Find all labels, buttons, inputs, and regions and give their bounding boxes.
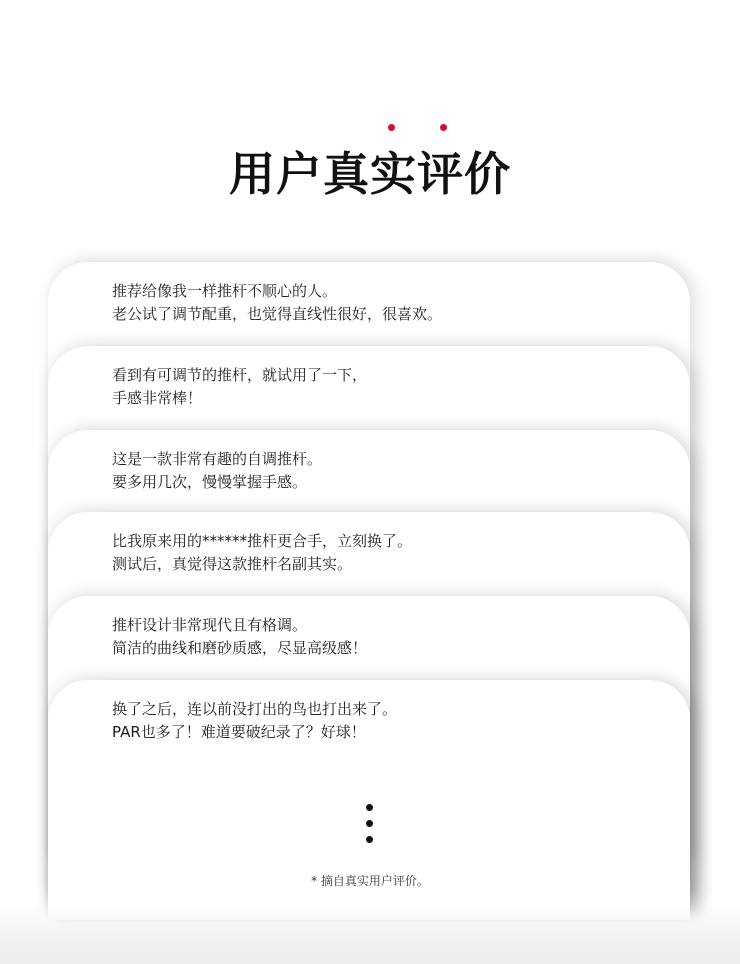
review-line: 老公试了调节配重，也觉得直线性很好，很喜欢。 [112, 305, 443, 323]
review-text [112, 280, 442, 326]
review-text [112, 530, 412, 576]
review-line: 推杆设计非常现代且有格调。 [112, 616, 308, 634]
review-line: 看到有可调节的推杆，就试用了一下， [112, 366, 368, 384]
review-line: 推荐给像我一样推杆不顺心的人。 [112, 282, 338, 300]
review-line: 简洁的曲线和磨砂质感，尽显高级感！ [112, 639, 368, 657]
review-line: 这是一款非常有趣的自调推杆。 [112, 450, 323, 468]
vertical-ellipsis-icon [366, 804, 374, 852]
review-line: PAR也多了！难道要破纪录了？好球！ [112, 723, 366, 741]
review-text [112, 698, 397, 744]
bottom-fade [0, 905, 740, 964]
footnote: * 摘自真实用户评价。 [311, 874, 429, 888]
review-line: 比我原来用的******推杆更合手，立刻换了。 [112, 532, 413, 550]
review-line: 测试后，真觉得这款推杆名副其实。 [112, 555, 353, 573]
review-line: 手感非常棒！ [112, 389, 203, 407]
page-title: 用户真实评价 [229, 147, 511, 201]
review-text [112, 448, 322, 494]
review-line: 换了之后，连以前没打出的鸟也打出来了。 [112, 700, 398, 718]
review-line: 要多用几次，慢慢掌握手感。 [112, 473, 308, 491]
review-text [112, 614, 367, 660]
review-text [112, 364, 367, 410]
